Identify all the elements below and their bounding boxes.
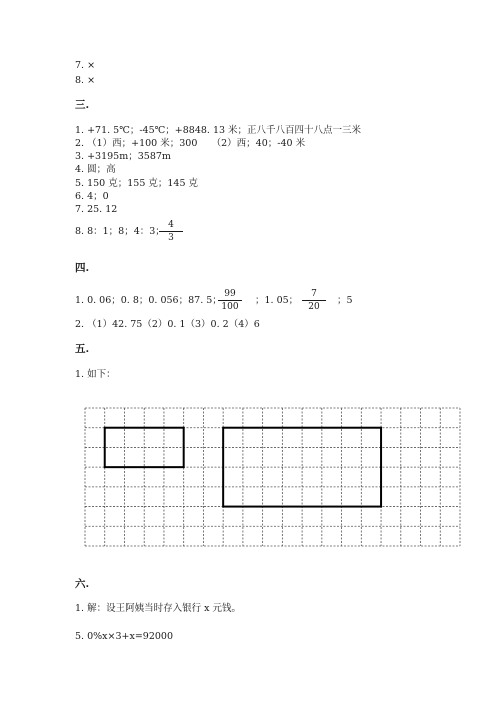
answer-text: ；5 <box>337 295 353 306</box>
fraction-numerator: 7 <box>311 289 317 299</box>
fraction-denominator: 3 <box>168 233 174 243</box>
answer-line: 4. 圆；高 <box>75 164 116 175</box>
answer-line: 1. 如下： <box>75 369 116 380</box>
answer-line: 8. 8：1；8；4：3； <box>75 226 165 237</box>
section-heading: 三. <box>75 99 90 111</box>
answer-line: 1. 0. 06；0. 8；0. 056；87. 5； <box>75 295 222 306</box>
answer-line: 1. +71. 5℃；-45℃；+8848. 13 米；正八千八百四十八点一三米 <box>75 125 362 136</box>
fraction-denominator: 100 <box>221 302 239 312</box>
section-heading: 四. <box>75 262 90 274</box>
fraction-numerator: 99 <box>224 289 236 299</box>
section-heading: 六. <box>75 578 90 590</box>
answer-line: 7. × <box>75 60 96 71</box>
fraction-denominator: 20 <box>308 302 320 312</box>
fraction-numerator: 4 <box>168 220 174 230</box>
section-heading: 五. <box>75 343 90 355</box>
answer-line: 1. 解：设王阿姨当时存入银行 x 元钱。 <box>75 603 241 614</box>
answer-line: 2. （1）西；+100 米；300 （2）西；40；-40 米 <box>75 138 306 149</box>
answer-line: 5. 150 克；155 克；145 克 <box>75 178 199 189</box>
answer-line: 3. +3195m；3587m <box>75 151 171 162</box>
answer-line: 7. 25. 12 <box>75 204 118 215</box>
answer-text: ；1. 05； <box>255 295 299 306</box>
answer-line: 8. × <box>75 75 96 86</box>
answer-line: 6. 4；0 <box>75 191 109 202</box>
answer-line: 2. （1）42. 75（2）0. 1（3）0. 2（4）6 <box>75 319 260 330</box>
answer-line: 5. 0%x×3+x=92000 <box>75 631 174 642</box>
